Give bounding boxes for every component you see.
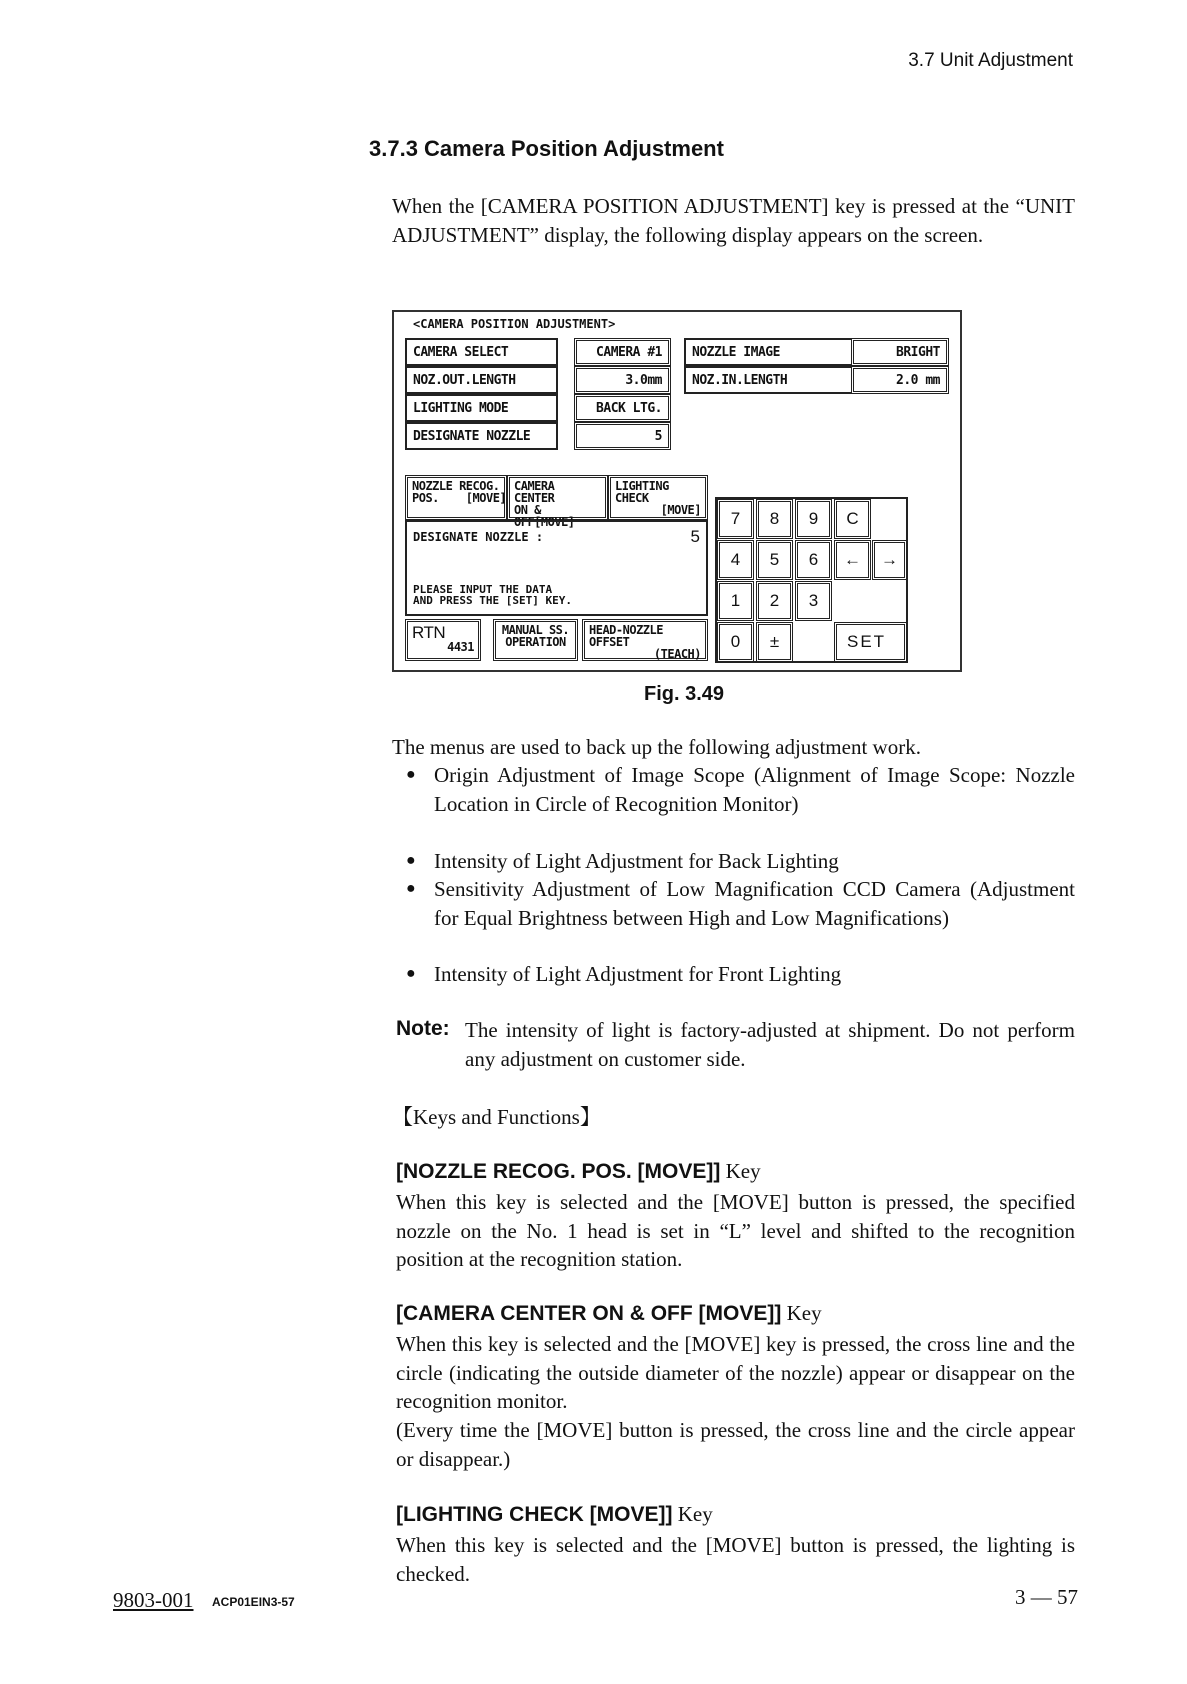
key-suffix: Key <box>725 1159 761 1183</box>
key-right-arrow[interactable]: → <box>872 540 907 580</box>
nozzle-image-label: NOZZLE IMAGE <box>684 338 854 366</box>
page-number: 3 — 57 <box>1015 1585 1078 1609</box>
key-6[interactable]: 6 <box>795 540 832 580</box>
message-label: DESIGNATE NOZZLE : <box>413 530 544 544</box>
noz-in-length-value[interactable]: 2.0 mm <box>851 366 949 394</box>
key-description: When this key is selected and the [MOVE] button is pressed, the lighting is checked. <box>396 1533 1075 1586</box>
designate-nozzle-label: DESIGNATE NOZZLE <box>405 422 558 450</box>
camera-select-value[interactable]: CAMERA #1 <box>574 338 671 366</box>
key-9[interactable]: 9 <box>795 499 832 539</box>
bullet-item: Origin Adjustment of Image Scope (Alignment of Image Scope: Nozzle Location in Circle of Recognition Monitor) <box>434 763 1075 816</box>
key-heading <box>396 1301 822 1326</box>
button-line: [MOVE] <box>660 503 701 517</box>
key-suffix: Key <box>677 1502 713 1526</box>
bullet-icon: ● <box>406 880 416 897</box>
key-4[interactable]: 4 <box>717 540 754 580</box>
key-description: When this key is selected and the [MOVE] button is pressed, the specified nozzle on the No. 1 head is set in “L” level and shifted to the recognition position at the recognition station. <box>396 1190 1075 1271</box>
note-text: The intensity of light is factory-adjusted at shipment. Do not perform any adjustment on customer side. <box>465 1018 1075 1071</box>
button-line: POS. [MOVE] <box>412 491 507 505</box>
button-line: LIGHTING CHECK <box>615 479 669 505</box>
bullet-icon: ● <box>406 766 416 783</box>
key-description-note: (Every time the [MOVE] button is pressed, the cross line and the circle appear or disappear.) <box>396 1418 1075 1471</box>
message-value: 5 <box>690 527 700 546</box>
footer-code: ACP01EIN3-57 <box>212 1595 295 1609</box>
key-name: [CAMERA CENTER ON & OFF [MOVE]] <box>396 1302 782 1325</box>
button-line: CAMERA CENTER <box>514 479 555 505</box>
rtn-label: RTN <box>412 623 446 642</box>
bullet-icon: ● <box>406 965 416 982</box>
bullet-item: Sensitivity Adjustment of Low Magnification CCD Camera (Adjustment for Equal Brightness between High and Low Magnifications) <box>434 877 1075 930</box>
lighting-mode-value[interactable]: BACK LTG. <box>574 394 671 422</box>
bullet-item: Intensity of Light Adjustment for Back Lighting <box>434 849 839 873</box>
screen-title: <CAMERA POSITION ADJUSTMENT> <box>413 317 616 331</box>
lighting-mode-label: LIGHTING MODE <box>405 394 558 422</box>
key-heading <box>396 1159 761 1184</box>
key-5[interactable]: 5 <box>756 540 793 580</box>
rtn-code: 4431 <box>447 640 474 654</box>
rtn-button[interactable] <box>405 619 481 661</box>
nozzle-image-value[interactable]: BRIGHT <box>851 338 949 366</box>
button-line: (TEACH) <box>653 647 701 661</box>
footer-doc-number: 9803-001 <box>113 1588 194 1612</box>
key-description: When this key is selected and the [MOVE] key is pressed, the cross line and the circle (indicating the outside diameter of the nozzle) appear or disappear on the recognition monitor. <box>396 1332 1075 1413</box>
prompt-line: PLEASE INPUT THE DATA <box>413 583 553 596</box>
figure-caption: Fig. 3.49 <box>644 683 725 705</box>
key-plus-minus[interactable]: ± <box>756 622 793 662</box>
intro-paragraph: When the [CAMERA POSITION ADJUSTMENT] key is pressed at the “UNIT ADJUSTMENT” display, the following display appears on the screen. <box>392 194 1075 247</box>
bullet-item: Intensity of Light Adjustment for Front Lighting <box>434 962 842 986</box>
keys-heading: 【Keys and Functions】 <box>392 1105 601 1129</box>
designate-nozzle-value[interactable]: 5 <box>574 422 671 450</box>
button-line: ON & OFF[MOVE] <box>514 503 575 529</box>
key-1[interactable]: 1 <box>717 581 754 621</box>
section-heading: 3.7.3 Camera Position Adjustment <box>369 136 724 161</box>
key-heading <box>396 1502 713 1527</box>
key-3[interactable]: 3 <box>795 581 832 621</box>
camera-select-label: CAMERA SELECT <box>405 338 558 366</box>
bullet-icon: ● <box>406 852 416 869</box>
note-label: Note: <box>396 1017 450 1040</box>
noz-out-length-value[interactable]: 3.0mm <box>574 366 671 394</box>
key-set[interactable]: SET <box>834 622 907 662</box>
key-suffix: Key <box>786 1301 822 1325</box>
noz-out-length-label: NOZ.OUT.LENGTH <box>405 366 558 394</box>
running-header: 3.7 Unit Adjustment <box>908 50 1073 71</box>
head-nozzle-offset-button[interactable] <box>582 619 708 661</box>
key-name: [NOZZLE RECOG. POS. [MOVE]] <box>396 1160 721 1183</box>
manual-ss-operation-button[interactable] <box>493 619 578 661</box>
message-panel <box>405 520 708 616</box>
button-line: OPERATION <box>505 635 566 649</box>
menus-intro: The menus are used to back up the following adjustment work. <box>392 735 921 759</box>
camera-center-button[interactable] <box>507 475 608 529</box>
key-0[interactable]: 0 <box>717 622 754 662</box>
lighting-check-button[interactable] <box>608 475 708 520</box>
noz-in-length-label: NOZ.IN.LENGTH <box>684 366 854 394</box>
button-line: HEAD-NOZZLE OFFSET <box>589 623 663 649</box>
key-8[interactable]: 8 <box>756 499 793 539</box>
key-left-arrow[interactable]: ← <box>834 540 871 580</box>
nozzle-recog-pos-button[interactable] <box>405 475 507 520</box>
key-clear[interactable]: C <box>834 499 871 539</box>
key-2[interactable]: 2 <box>756 581 793 621</box>
message-prompt <box>413 584 572 606</box>
button-line: MANUAL SS. <box>501 623 570 637</box>
key-7[interactable]: 7 <box>717 499 754 539</box>
key-name: [LIGHTING CHECK [MOVE]] <box>396 1503 673 1526</box>
button-line: NOZZLE RECOG. <box>412 479 500 493</box>
prompt-line: AND PRESS THE [SET] KEY. <box>413 594 572 607</box>
